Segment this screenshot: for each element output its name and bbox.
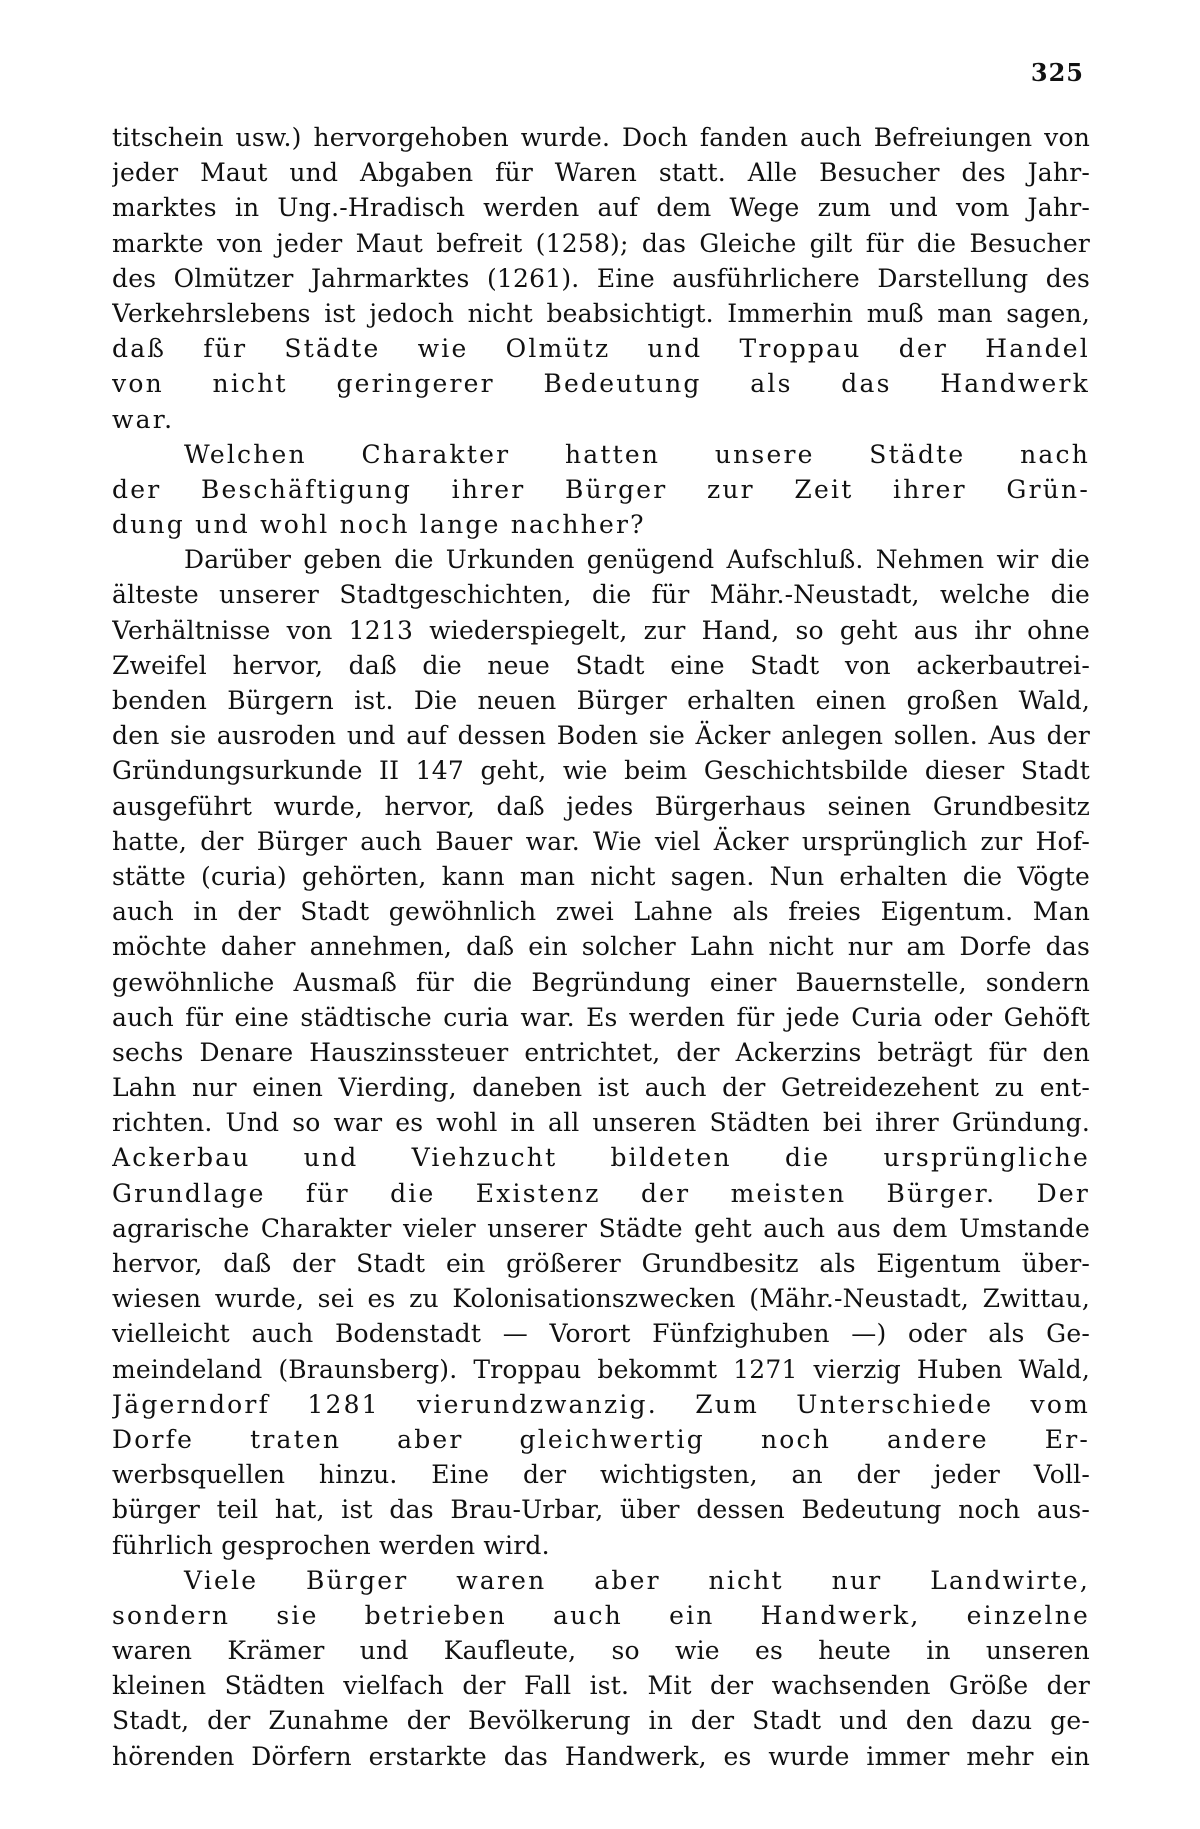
text-line: hatte, der Bürger auch Bauer war. Wie viel Äcker ursprünglich zur Hof- [112,826,1090,856]
text-line: richten. Und so war es wohl in all unseren Städten bei ihrer Gründung. [112,1108,1090,1138]
text-line: gewöhnliche Ausmaß für die Begründung einer Bauernstelle, sondern [112,967,1090,997]
text-line: benden Bürgern ist. Die neuen Bürger erhalten einen großen Wald, [112,686,1090,715]
text-line: von nicht geringerer Bedeutung als das Handwerk [112,369,1090,399]
page-number: 325 [1030,58,1084,87]
text-line: marktes in Ung.-Hradisch werden auf dem Wege zum und vom Jahr- [112,193,1090,223]
text-line: sondern sie betrieben auch ein Handwerk, einzelne [112,1600,1090,1630]
text-line: war. [112,404,175,434]
text-line: führlich gesprochen werden wird. [112,1530,550,1560]
text-line: Welchen Charakter hatten unsere Städte nach [184,439,1090,469]
text-line: Viele Bürger waren aber nicht nur Landwirte, [184,1565,1090,1595]
text-line: ausgeführt wurde, hervor, daß jedes Bürgerhaus seinen Grundbesitz [112,791,1090,821]
text-line: agrarische Charakter vieler unserer Städte geht auch aus dem Umstande [112,1213,1090,1243]
text-line: meindeland (Braunsberg). Troppau bekommt 1271 vierzig Huben Wald, [112,1354,1090,1384]
text-line: vielleicht auch Bodenstadt — Vorort Fünfzighuben —) oder als Ge- [112,1319,1090,1349]
text-line: Lahn nur einen Vierding, daneben ist auch der Getreidezehent zu ent- [112,1073,1090,1103]
text-line: jeder Maut und Abgaben für Waren statt. Alle Besucher des Jahr- [112,158,1090,188]
text-line: Stadt, der Zunahme der Bevölkerung in der Stadt und den dazu ge- [112,1706,1090,1736]
text-line: wiesen wurde, sei es zu Kolonisationszwecken (Mähr.-Neustadt, Zwittau, [112,1284,1090,1314]
text-line: Grundlage für die Existenz der meisten Bürger. Der [112,1178,1090,1208]
text-line: waren Krämer und Kaufleute, so wie es heute in unseren [112,1636,1090,1666]
text-line: Ackerbau und Viehzucht bildeten die ursprüngliche [112,1143,1090,1173]
text-line: stätte (curia) gehörten, kann man nicht sagen. Nun erhalten die Vögte [112,861,1090,891]
text-line: Dorfe traten aber gleichwertig noch andere Er- [112,1424,1090,1454]
text-line: daß für Städte wie Olmütz und Troppau der Handel [112,334,1090,364]
text-line: dung und wohl noch lange nachher? [112,510,646,540]
text-line: hörenden Dörfern erstarkte das Handwerk, es wurde immer mehr ein [112,1741,1090,1771]
text-line: bürger teil hat, ist das Brau-Urbar, über dessen Bedeutung noch aus- [112,1495,1090,1525]
text-line: auch in der Stadt gewöhnlich zwei Lahne als freies Eigentum. Man [112,897,1090,927]
text-line: titschein usw.) hervorgehoben wurde. Doch fanden auch Befreiungen von [112,123,1090,152]
body-text [112,120,1090,1774]
text-line: kleinen Städten vielfach der Fall ist. Mit der wachsenden Größe der [112,1671,1090,1701]
text-line: sechs Denare Hauszinssteuer entrichtet, der Ackerzins beträgt für den [112,1037,1090,1067]
text-line: werbsquellen hinzu. Eine der wichtigsten, an der jeder Voll- [112,1460,1090,1490]
text-line: älteste unserer Stadtgeschichten, die für Mähr.-Neustadt, welche die [112,580,1090,610]
text-line: hervor, daß der Stadt ein größerer Grundbesitz als Eigentum über- [112,1249,1090,1278]
text-line: Jägerndorf 1281 vierundzwanzig. Zum Unterschiede vom [112,1389,1090,1419]
text-line: Verhältnisse von 1213 wiederspiegelt, zur Hand, so geht aus ihr ohne [112,615,1090,645]
text-line: Verkehrslebens ist jedoch nicht beabsichtigt. Immerhin muß man sagen, [112,298,1090,328]
text-line: Zweifel hervor, daß die neue Stadt eine Stadt von ackerbautrei- [112,650,1090,680]
text-line: des Olmützer Jahrmarktes (1261). Eine ausführlichere Darstellung des [112,263,1090,293]
text-line: der Beschäftigung ihrer Bürger zur Zeit ihrer Grün- [112,474,1090,504]
text-line: Gründungsurkunde II 147 geht, wie beim Geschichtsbilde dieser Stadt [112,756,1090,786]
text-line: den sie ausroden und auf dessen Boden sie Äcker anlegen sollen. Aus der [112,721,1090,751]
text-line: möchte daher annehmen, daß ein solcher Lahn nicht nur am Dorfe das [112,932,1090,962]
text-line: markte von jeder Maut befreit (1258); das Gleiche gilt für die Besucher [112,228,1090,258]
text-line: auch für eine städtische curia war. Es werden für jede Curia oder Gehöft [112,1002,1090,1032]
text-line: Darüber geben die Urkunden genügend Aufschluß. Nehmen wir die [184,545,1090,575]
